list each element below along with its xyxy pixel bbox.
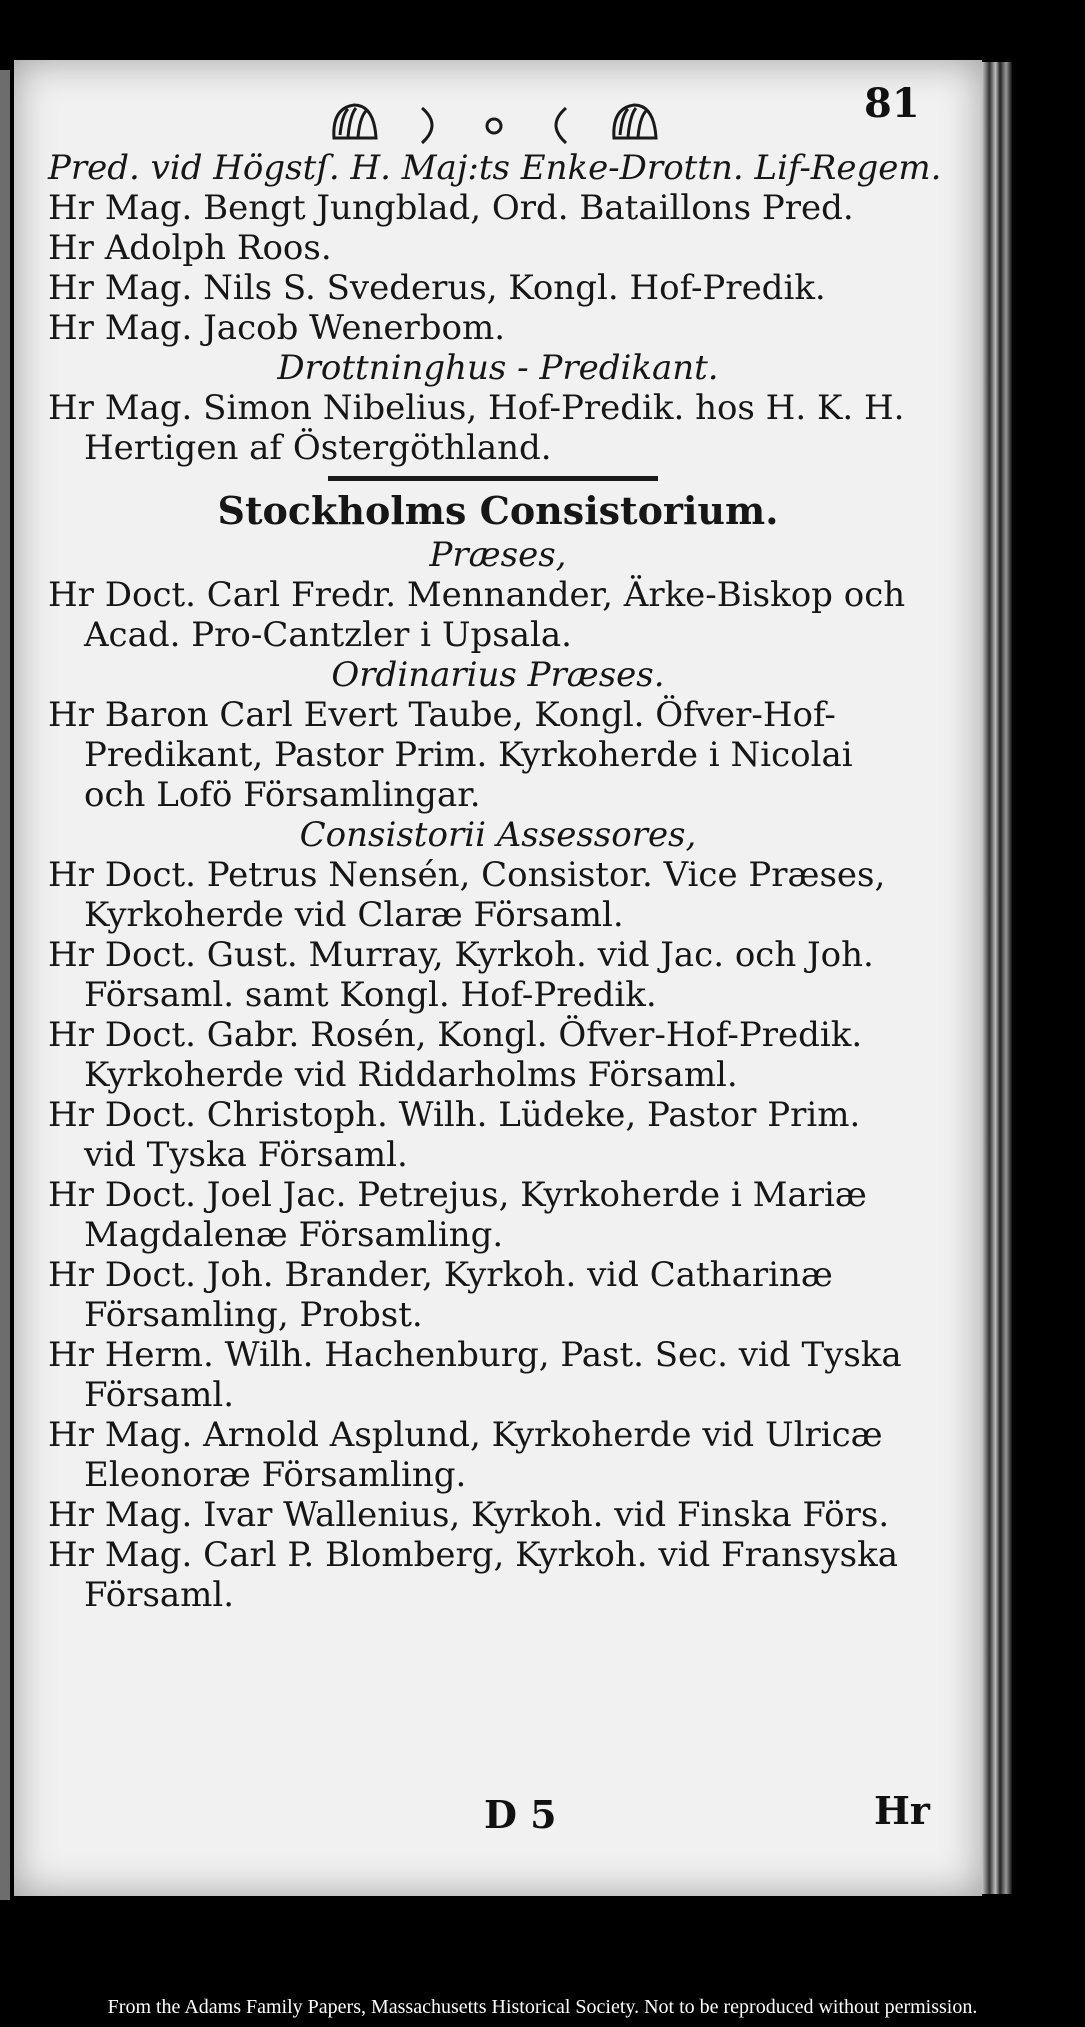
text-line: Församl. bbox=[84, 1375, 235, 1415]
catchword: Hr bbox=[874, 1788, 930, 1833]
page-number: 81 bbox=[864, 80, 920, 127]
text-line: Magdalenæ Församling. bbox=[84, 1215, 504, 1255]
text-line: Församl. samt Kongl. Hof-Predik. bbox=[84, 975, 657, 1015]
header-ornament bbox=[314, 93, 674, 153]
text-line: och Lofö Församlingar. bbox=[84, 775, 481, 815]
text-line: Hr Adolph Roos. bbox=[48, 228, 332, 268]
credit-line: From the Adams Family Papers, Massachusetts Historical Society. Not to be reproduced without permission. bbox=[107, 1996, 978, 2018]
text-line: Hr Mag. Simon Nibelius, Hof-Predik. hos H. K. H. bbox=[48, 388, 905, 428]
text-line: Eleonoræ Församling. bbox=[84, 1455, 467, 1495]
text-line: Hr Mag. Arnold Asplund, Kyrkoherde vid Ulricæ bbox=[48, 1415, 883, 1455]
assessor-entry bbox=[48, 935, 948, 1015]
page-text bbox=[48, 148, 948, 1615]
text-line: Kyrkoherde vid Claræ Församl. bbox=[84, 895, 624, 935]
text-line: Predikant, Pastor Prim. Kyrkoherde i Nicolai bbox=[84, 735, 853, 775]
text-line: Kyrkoherde vid Riddarholms Församl. bbox=[84, 1055, 738, 1095]
assessor-entry bbox=[48, 1175, 948, 1255]
assessor-entry bbox=[48, 1335, 948, 1415]
text-line: Hr Doct. Joel Jac. Petrejus, Kyrkoherde i Mariæ bbox=[48, 1175, 867, 1215]
text-line: Hr Mag. Carl P. Blomberg, Kyrkoh. vid Fransyska bbox=[48, 1535, 898, 1575]
praeses-heading: Præses, bbox=[429, 535, 567, 575]
section-title: Stockholms Consistorium. bbox=[217, 488, 779, 533]
text-line: Hr Mag. Ivar Wallenius, Kyrkoh. vid Finska Förs. bbox=[48, 1495, 890, 1535]
text-line: Hr Mag. Nils S. Svederus, Kongl. Hof-Predik. bbox=[48, 268, 826, 308]
text-line: Hr Doct. Petrus Nensén, Consistor. Vice Præses, bbox=[48, 855, 886, 895]
text-line: Hr Doct. Joh. Brander, Kyrkoh. vid Catharinæ bbox=[48, 1255, 833, 1295]
text-line: Hr Doct. Christoph. Wilh. Lüdeke, Pastor Prim. bbox=[48, 1095, 861, 1135]
text-line: Acad. Pro-Cantzler i Upsala. bbox=[84, 615, 572, 655]
page-binding-edge bbox=[982, 62, 1012, 1894]
facing-page-edge bbox=[0, 70, 10, 1900]
text-line: Hr Mag. Jacob Wenerbom. bbox=[48, 308, 506, 348]
assessor-entry bbox=[48, 855, 948, 935]
drottninghus-heading: Drottninghus - Predikant. bbox=[277, 348, 719, 388]
ordinarius-heading: Ordinarius Præses. bbox=[331, 655, 665, 695]
text-line: Hr Mag. Bengt Jungblad, Ord. Bataillons Pred. bbox=[48, 188, 854, 228]
text-line: Hr Herm. Wilh. Hachenburg, Past. Sec. vid Tyska bbox=[48, 1335, 902, 1375]
text-line: Hr Doct. Gabr. Rosén, Kongl. Öfver-Hof-Predik. bbox=[48, 1015, 863, 1055]
text-line: Församl. bbox=[84, 1575, 235, 1615]
assessor-entry bbox=[48, 1095, 948, 1175]
assessor-entry bbox=[48, 1255, 948, 1335]
assessor-entry bbox=[48, 1015, 948, 1095]
text-line: Pred. vid Högstſ. H. Maj:ts Enke-Drottn. Lif-Regem. bbox=[48, 148, 942, 188]
text-line: Hr Doct. Carl Fredr. Mennander, Ärke-Biskop och bbox=[48, 575, 906, 615]
assessores-heading: Consistorii Assessores, bbox=[299, 815, 697, 855]
text-line: Hertigen af Östergöthland. bbox=[84, 428, 552, 468]
text-line: Hr Doct. Gust. Murray, Kyrkoh. vid Jac. och Joh. bbox=[48, 935, 874, 975]
text-line: vid Tyska Församl. bbox=[84, 1135, 408, 1175]
signature-mark: D 5 bbox=[484, 1792, 557, 1837]
assessor-entry bbox=[48, 1415, 948, 1495]
text-line: Hr Baron Carl Evert Taube, Kongl. Öfver-Hof- bbox=[48, 695, 836, 735]
section-divider bbox=[328, 476, 658, 481]
book-page bbox=[14, 60, 982, 1896]
text-line: Församling, Probst. bbox=[84, 1295, 423, 1335]
